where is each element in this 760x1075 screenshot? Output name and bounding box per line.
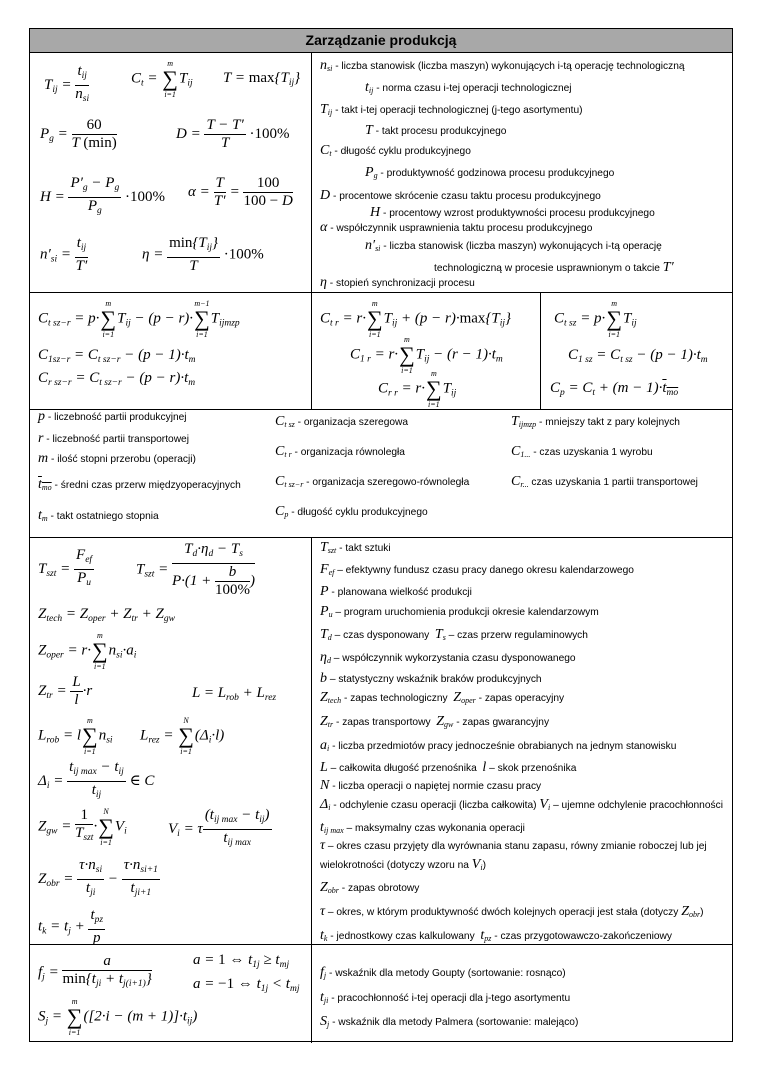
legend-Cp: $C_p$ - długość cyklu produkcyjnego: [275, 504, 428, 519]
formula-Lrob: $L_{rob} = l$ m ∑ i=1 $n_{si}$: [38, 716, 113, 756]
legend-tau-2: τ – okres, w którym produktywność dwóch kolejnych operacji jest stała (dotyczy $Z_{obr}$): [320, 904, 704, 919]
legend-tau-1: τ – okres czasu przyjęty dla wyrównania stanu zapasu, równy zmianie roboczej lub jej: [320, 838, 707, 853]
legend-Ct: $C_t$ - długość cyklu produkcyjnego: [320, 143, 471, 158]
formula-alpha: α = $\frac{T}{T'}$ = $\frac{100}{100 - D}$: [188, 175, 293, 209]
legend-fj: $f_j$ - wskaźnik dla metody Goupty (sortowanie: rosnąco): [320, 965, 566, 980]
formula-Zoper: $Z_{oper} = r\cdot$ m ∑ i=1 $n_{si}\cdot a_i$: [38, 631, 137, 671]
legend-eta-d: $\eta_d$ – współczynnik wykorzystania czasu dysponowanego: [320, 650, 576, 665]
legend-Pu: $P_u$ – program uruchomienia produkcji okresie kalendarzowym: [320, 604, 599, 619]
legend-m: m - ilość stopni przerobu (operacji): [38, 451, 196, 466]
legend-nsi-prime: $n'_{si}$ - liczba stanowisk (liczba maszyn) wykonujących i-tą operację: [365, 238, 662, 253]
legend-N: N - liczba operacji o napiętej normie czasu pracy: [320, 778, 542, 793]
legend-nsi: $n_{si}$ - liczba stanowisk (liczba maszyn) wykonujących i-tą operację technologiczną: [320, 58, 685, 73]
legend-Ctsz: $C_{t sz}$ - organizacja szeregowa: [275, 414, 409, 429]
formula-Pg: $P_g$ = 60 T (min): [40, 117, 117, 151]
legend-Cr: $C_{r...}$ czas uzyskania 1 partii transportowej: [511, 474, 698, 489]
formula-Ctsz: $C_{t sz} = p\cdot$ m ∑ i=1 $T_{ij}$: [554, 299, 637, 339]
formula-C1sz: $C_{1 sz} = C_{t sz} - (p - 1)\cdot t_m$: [568, 347, 708, 365]
formula-Tszt-2: $T_{szt}$ = $T_d\cdot\eta_d - T_s$ P·(1 + $\frac{b}{100\%}$ ): [136, 541, 256, 598]
formula-Zobr: $Z_{obr}$ = $\tau\cdot n_{si}$ $t_{ji}$ − $\tau\cdot n_{si+1}$ $t_{ji+1}$: [38, 857, 158, 898]
legend-tji: $t_{ji}$ - pracochłonność i-tej operacji dla j-tego asortymentu: [320, 990, 571, 1005]
legend-T: T - takt procesu produkcyjnego: [365, 123, 507, 138]
legend-P: P - planowana wielkość produkcji: [320, 584, 472, 599]
formula-T: $T = \max\{T_{ij}\}$: [223, 70, 301, 88]
formula-Ctszr: $C_{t sz-r} = p\cdot$ m ∑ i=1 $T_{ij} - (p - r)\cdot$ m−1 ∑ i=1 $T_{ijmzp}$: [38, 299, 240, 339]
legend-D: D - procentowe skrócenie czasu taktu procesu produkcyjnego: [320, 188, 601, 203]
legend-Fef: $F_{ef}$ – efektywny fundusz czasu pracy danego okresu kalendarzowego: [320, 562, 634, 577]
formula-Zgw: $Z_{gw}$ = 1 $T_{szt}$ · N ∑ i=1 $V_i$: [38, 807, 127, 847]
legend-Sj: $S_j$ - wskaźnik dla metody Palmera (sortowanie: malejąco): [320, 1014, 579, 1029]
legend-Td: $T_d$ – czas dysponowany $T_s$ – czas przerw regulaminowych: [320, 627, 588, 642]
formula-Ztech: $Z_{tech} = Z_{oper} + Z_{tr} + Z_{gw}$: [38, 606, 175, 624]
legend-tm: $t_m$ - takt ostatniego stopnia: [38, 508, 159, 523]
legend-alpha: α - współczynnik usprawnienia taktu procesu produkcyjnego: [320, 220, 593, 235]
formula-nsi-prime: $n'_{si}$ = $t_{ij}$ T′: [40, 235, 88, 274]
formula-Lrez: $L_{rez}$ = N ∑ i=1 $(\Delta_i\cdot l)$: [140, 716, 225, 756]
formula-a2: a = −1 ⇔ $t_{1j} < t_{mj}$: [193, 976, 300, 994]
legend-Tijmzp: $T_{ijmzp}$ - mniejszy takt z pary kolejnych: [511, 414, 680, 429]
legend-p: p - liczebność partii produkcyjnej: [38, 409, 187, 424]
formula-Delta: $\Delta_i$ = $t_{ij max} - t_{ij}$ $t_{ij}$ ∈ C: [38, 759, 155, 800]
formula-Tszt-1: $T_{szt}$ = $F_{ef}$ $P_u$: [38, 547, 93, 588]
formula-eta: η = $\min\{T_{ij}\}$ T ·100%: [142, 235, 264, 274]
legend-L: L – całkowita długość przenośnika l – skok przenośnika: [320, 760, 577, 775]
formula-fj: $f_j$ = a $\min\{t_{ji} + t_{j(i+1)}\}$: [38, 953, 152, 989]
legend-Zobr: $Z_{obr}$ - zapas obrotowy: [320, 880, 420, 895]
vdivider-4: [311, 537, 312, 1043]
legend-Ctszr: $C_{t sz-r}$ - organizacja szeregowo-równoległa: [275, 474, 470, 489]
legend-nsi-prime-2: technologiczną w procesie usprawnionym o takcie T′: [434, 260, 674, 275]
legend-Delta: $\Delta_i$ - odchylenie czasu operacji (liczba całkowita) $V_i$ – ujemne odchylenie pracochłonności: [320, 797, 723, 812]
legend-Ctr: $C_{t r}$ - organizacja równoległa: [275, 444, 405, 459]
formula-Ztr: $Z_{tr}$ = $\frac{L}{l}$ ·r: [38, 674, 93, 708]
legend-tmo: $t_{mo}$ - średni czas przerw międzyoperacyjnych: [38, 477, 241, 492]
legend-tijmax: $t_{ij max}$ – maksymalny czas wykonania operacji: [320, 820, 525, 835]
formula-C1szr: $C_{1sz-r} = C_{t sz-r} - (p - 1)\cdot t_m$: [38, 347, 196, 365]
formula-Ct: $C_t$ = m ∑ i=1 $T_{ij}$: [131, 59, 193, 99]
formula-Crr: $C_{r r} = r\cdot$ m ∑ i=1 $T_{ij}$: [378, 369, 457, 409]
page-title: Zarządzanie produkcją: [30, 29, 732, 53]
legend-tij: $t_{ij}$ - norma czasu i-tej operacji technologicznej: [365, 80, 572, 95]
legend-C1: $C_{1...}$ - czas uzyskania 1 wyrobu: [511, 444, 653, 459]
formula-Ctr: $C_{t r} = r\cdot$ m ∑ i=1 $T_{ij} + (p - r)\cdot\max\{T_{ij}\}$: [320, 299, 512, 339]
vdivider-2: [311, 292, 312, 409]
formula-Tij: $T_{ij}$ = $t_{ij}$ $n_{si}$: [44, 63, 90, 104]
legend-tau-1b: wielokrotności (dotyczy wzoru na $V_i$): [320, 857, 486, 872]
legend-eta: η - stopień synchronizacji procesu: [320, 275, 475, 290]
formula-Crszr: $C_{r sz-r} = C_{t sz-r} - (p - r)\cdot t_m$: [38, 370, 196, 388]
legend-b: b – statystyczny wskaźnik braków produkcyjnych: [320, 671, 542, 686]
legend-Ztech: $Z_{tech}$ - zapas technologiczny $Z_{oper}$ - zapas operacyjny: [320, 690, 565, 705]
legend-tk: $t_k$ - jednostkowy czas kalkulowany $t_{pz}$ - czas przygotowawczo-zakończeniowy: [320, 928, 673, 943]
divider-3: [30, 537, 732, 538]
legend-Tszt: $T_{szt}$ - takt sztuki: [320, 540, 391, 555]
formula-Sj: $S_j$ = m ∑ i=1 $([2\cdot i - (m + 1)]\cdot t_{ij})$: [38, 997, 198, 1037]
divider-1: [30, 292, 732, 293]
formula-sheet: [29, 28, 733, 1042]
formula-D: D = $\frac{T - T'}{T}$ ·100%: [176, 117, 290, 151]
legend-Ztr: $Z_{tr}$ - zapas transportowy $Z_{gw}$ - zapas gwarancyjny: [320, 714, 550, 729]
legend-ai: $a_i$ - liczba przedmiotów pracy jednocześnie obrabianych na jednym stanowisku: [320, 738, 677, 753]
vdivider-1: [311, 53, 312, 292]
formula-Cp: $C_p = C_t + (m - 1)\cdot t_{mo}$: [550, 380, 679, 398]
vdivider-3: [540, 292, 541, 409]
formula-tk: $t_k = t_j$ + $t_{pz}$ p: [38, 907, 104, 946]
legend-Pg: $P_g$ - produktywność godzinowa procesu produkcyjnego: [365, 165, 615, 180]
formula-a1: a = 1 ⇔ $t_{1j} \ge t_{mj}$: [193, 952, 290, 970]
legend-H: H - procentowy wzrost produktywności procesu produkcyjnego: [370, 205, 655, 220]
formula-C1r: $C_{1 r} = r\cdot$ m ∑ i=1 $T_{ij} - (r - 1)\cdot t_m$: [350, 335, 503, 375]
formula-Vi: $V_i = \tau$ $(t_{ij max} - t_{ij})$ $t_{ij max}$: [168, 807, 270, 848]
legend-r: r - liczebność partii transportowej: [38, 431, 189, 446]
formula-H: H = $\frac{P'_g - P_g}{P_g}$ ·100%: [40, 175, 165, 216]
formula-L: $L = L_{rob} + L_{rez}$: [192, 685, 277, 703]
legend-Tij: $T_{ij}$ - takt i-tej operacji technologicznej (j-tego asortymentu): [320, 102, 583, 117]
